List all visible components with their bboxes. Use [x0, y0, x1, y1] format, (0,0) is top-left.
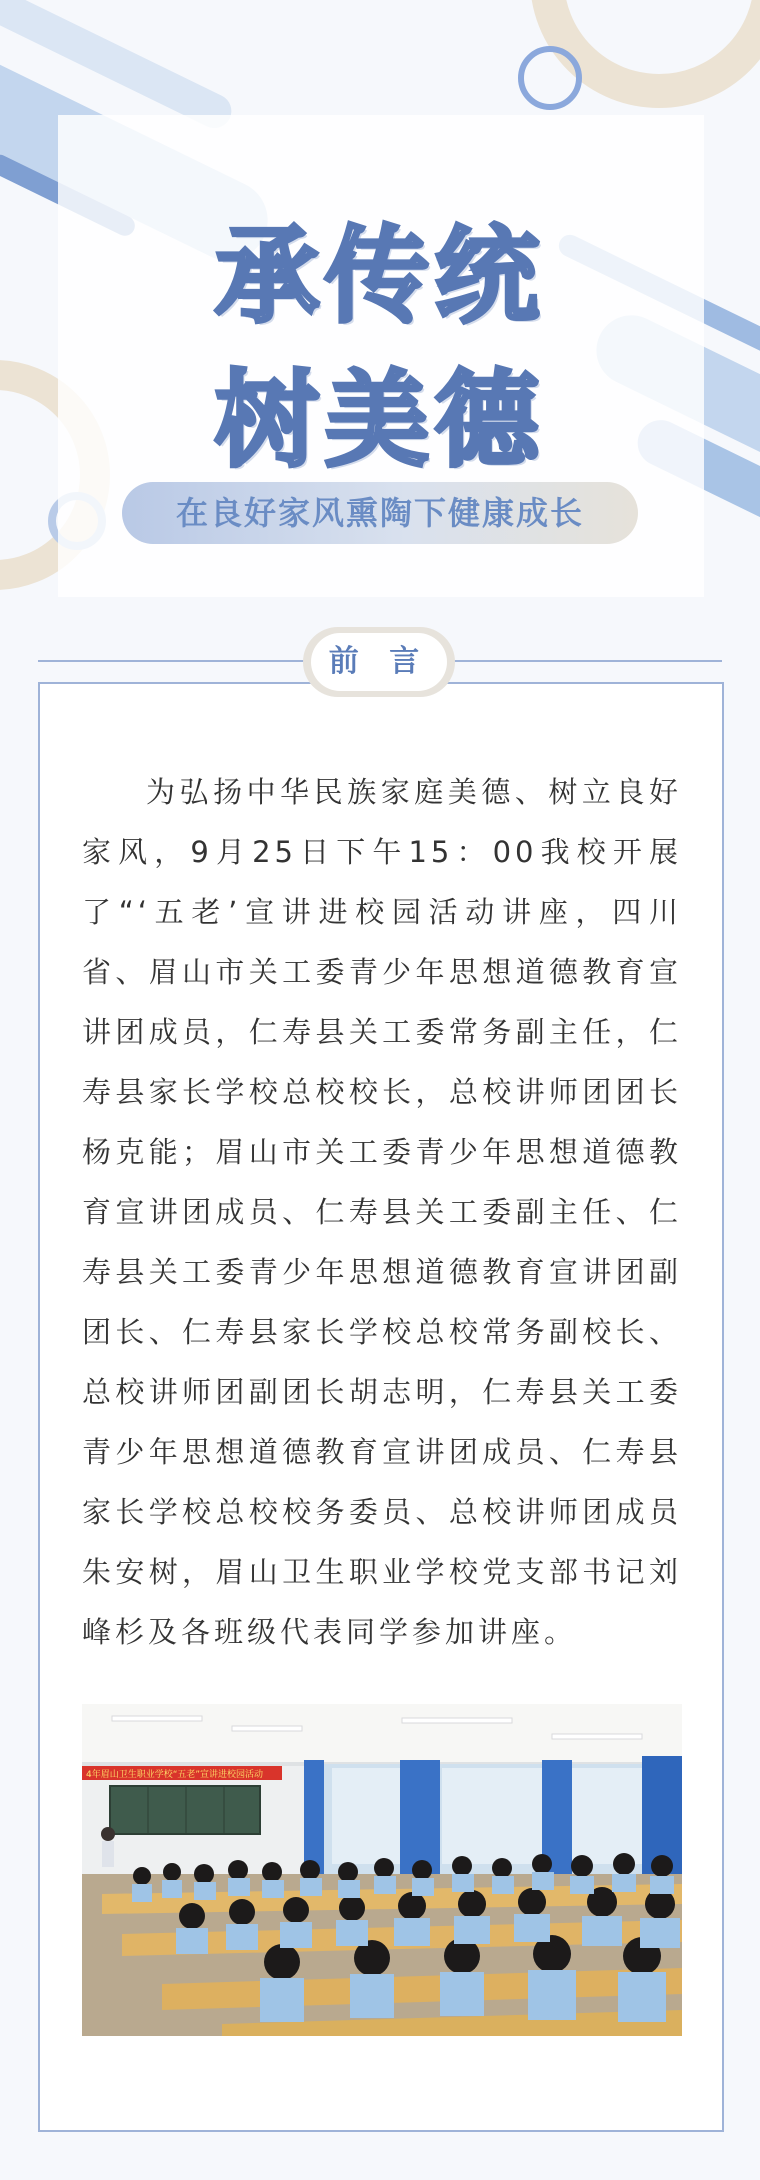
subtitle-text: 在良好家风熏陶下健康成长	[175, 494, 584, 532]
photo-banner-text: 4年眉山卫生职业学校“五老”宣讲进校园活动	[86, 1770, 264, 1780]
page-title-line2: 树美德	[214, 359, 545, 481]
classroom-photo-illustration	[82, 1704, 682, 2036]
section-heading: 前 言	[311, 633, 447, 691]
page-title-line1: 承传统	[214, 215, 545, 337]
decor-ring	[518, 46, 582, 110]
article-box	[38, 682, 724, 2132]
lecture-photo	[82, 1704, 682, 2036]
subtitle-banner	[122, 482, 638, 544]
section-heading-badge	[303, 627, 455, 697]
article-paragraph: 为弘扬中华民族家庭美德、树立良好家风，9月25日下午15：00我校开展了“‘五老’宣讲进校园活动讲座，四川省、眉山市关工委青少年思想道德教育宣讲团成员，仁寿县关工委常务副主任，仁寿县家长学校总校校长，总校讲师团团长杨克能；眉山市关工委青少年思想道德教育宣讲团成员、仁寿县关工委副主任、仁寿县关工委青少年思想道德教育宣讲团副团长、仁寿县家长学校总校常务副校长、总校讲师团副团长胡志明，仁寿县关工委青少年思想道德教育宣讲团成员、仁寿县家长学校总校校务委员、总校讲师团成员朱安树，眉山卫生职业学校党支部书记刘峰杉及各班级代表同学参加讲座。	[82, 775, 682, 1649]
